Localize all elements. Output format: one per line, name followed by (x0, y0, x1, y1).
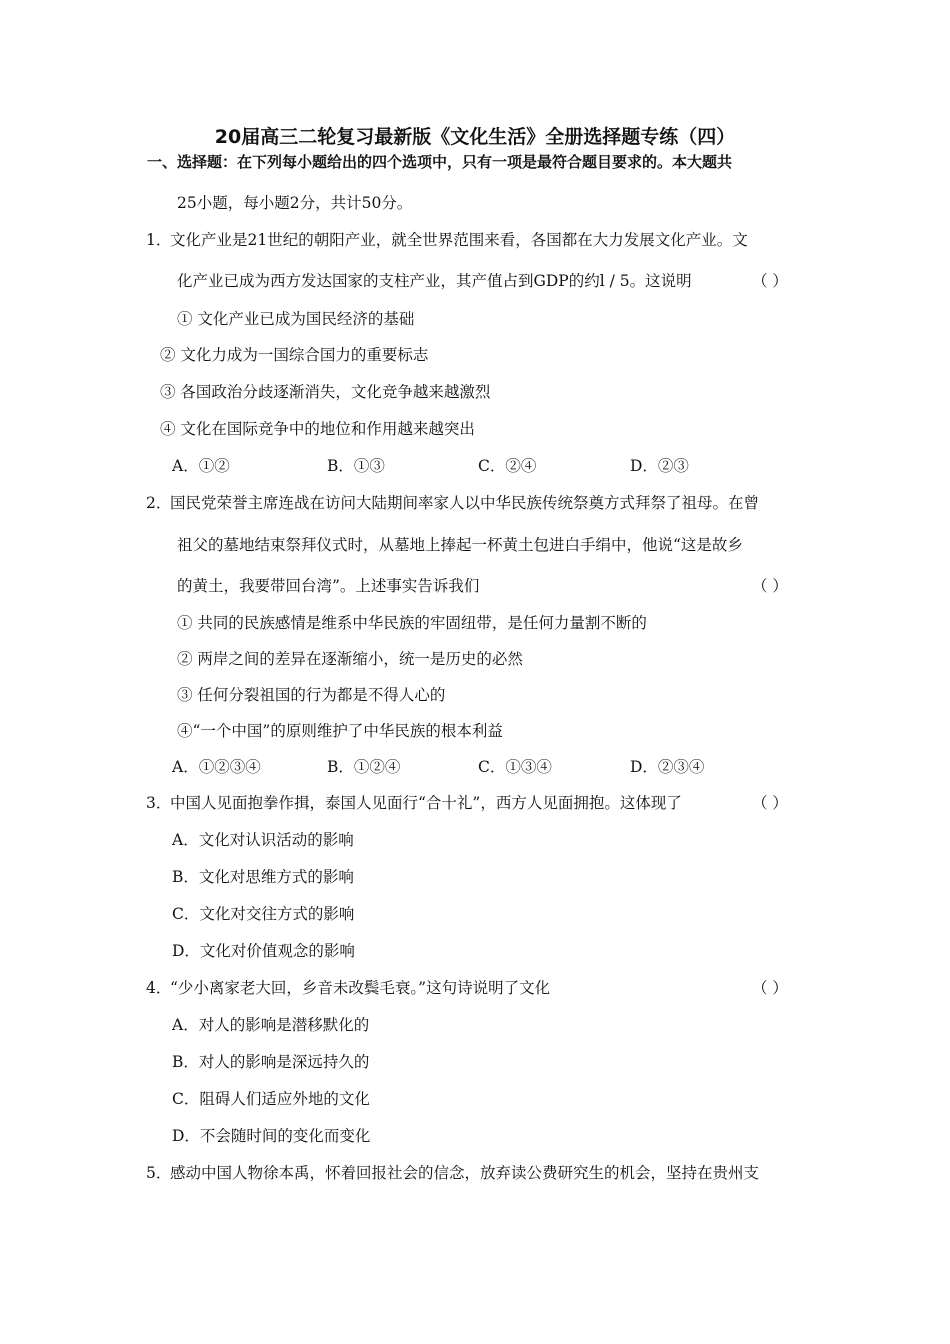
statement-item: ② 两岸之间的差异在逐渐缩小，统一是历史的必然 (177, 650, 523, 668)
statement-item: ④“一个中国”的原则维护了中华民族的根本利益 (177, 722, 503, 740)
answer-option-d: D．②③ (630, 457, 689, 475)
question-number: 1． (146, 231, 172, 249)
question-stem-line: 国民党荣誉主席连战在访问大陆期间率家人以中华民族传统祭奠方式拜祭了祖母。在曾 (170, 494, 760, 512)
answer-option-b: B．对人的影响是深远持久的 (172, 1053, 370, 1071)
answer-parentheses: （ ） (752, 979, 788, 997)
answer-option-c: C．②④ (478, 457, 537, 475)
section-instruction-line-2: 25小题，每小题2分，共计50分。 (177, 194, 413, 212)
answer-option-a: A．①②③④ (172, 758, 261, 776)
question-stem-line: “少小离家老大回，乡音未改鬓毛衰。”这句诗说明了文化 (170, 979, 551, 997)
answer-option-d: D．②③④ (630, 758, 705, 776)
question-stem-line: 的黄土，我要带回台湾”。上述事实告诉我们 (177, 577, 480, 595)
statement-item: ① 共同的民族感情是维系中华民族的牢固纽带，是任何力量割不断的 (177, 614, 647, 632)
question-number: 4． (146, 979, 172, 997)
answer-option-d: D．文化对价值观念的影响 (172, 942, 355, 960)
answer-option-c: C．①③④ (478, 758, 552, 776)
answer-option-c: C．文化对交往方式的影响 (172, 905, 355, 923)
statement-item: ③ 任何分裂祖国的行为都是不得人心的 (177, 686, 446, 704)
answer-option-a: A．对人的影响是潜移默化的 (172, 1016, 370, 1034)
question-stem-line: 文化产业是21世纪的朝阳产业，就全世界范围来看，各国都在大力发展文化产业。文 (170, 231, 748, 249)
answer-option-d: D．不会随时间的变化而变化 (172, 1127, 371, 1145)
question-stem-line: 化产业已成为西方发达国家的支柱产业，其产值占到GDP的约l / 5。这说明 (177, 272, 692, 290)
question-stem-line: 祖父的墓地结束祭拜仪式时，从墓地上捧起一杯黄土包进白手绢中，他说“这是故乡 (177, 536, 743, 554)
page-title: 20届高三二轮复习最新版《文化生活》全册选择题专练（四） (214, 126, 736, 148)
answer-option-b: B．文化对思维方式的影响 (172, 868, 354, 886)
answer-option-a: A．文化对认识活动的影响 (172, 831, 354, 849)
statement-item: ① 文化产业已成为国民经济的基础 (177, 310, 415, 328)
question-stem-line: 中国人见面抱拳作揖，泰国人见面行“合十礼”，西方人见面拥抱。这体现了 (170, 794, 682, 812)
question-number: 5． (146, 1164, 172, 1182)
statement-item: ③ 各国政治分歧逐渐消失，文化竞争越来越激烈 (160, 383, 491, 401)
answer-option-b: B．①③ (327, 457, 385, 475)
question-number: 2． (146, 494, 172, 512)
answer-option-b: B．①②④ (327, 758, 401, 776)
question-number: 3． (146, 794, 172, 812)
statement-item: ② 文化力成为一国综合国力的重要标志 (160, 346, 429, 364)
answer-option-c: C．阻碍人们适应外地的文化 (172, 1090, 370, 1108)
answer-parentheses: （ ） (752, 794, 788, 812)
section-instruction-line-1: 一、选择题：在下列每小题给出的四个选项中，只有一项是最符合题目要求的。本大题共 (147, 153, 733, 171)
question-stem-line: 感动中国人物徐本禹，怀着回报社会的信念，放弃读公费研究生的机会，坚持在贵州支 (170, 1164, 760, 1182)
statement-item: ④ 文化在国际竞争中的地位和作用越来越突出 (160, 420, 475, 438)
answer-option-a: A．①② (172, 457, 230, 475)
answer-parentheses: （ ） (752, 577, 788, 595)
answer-parentheses: （ ） (752, 272, 788, 290)
